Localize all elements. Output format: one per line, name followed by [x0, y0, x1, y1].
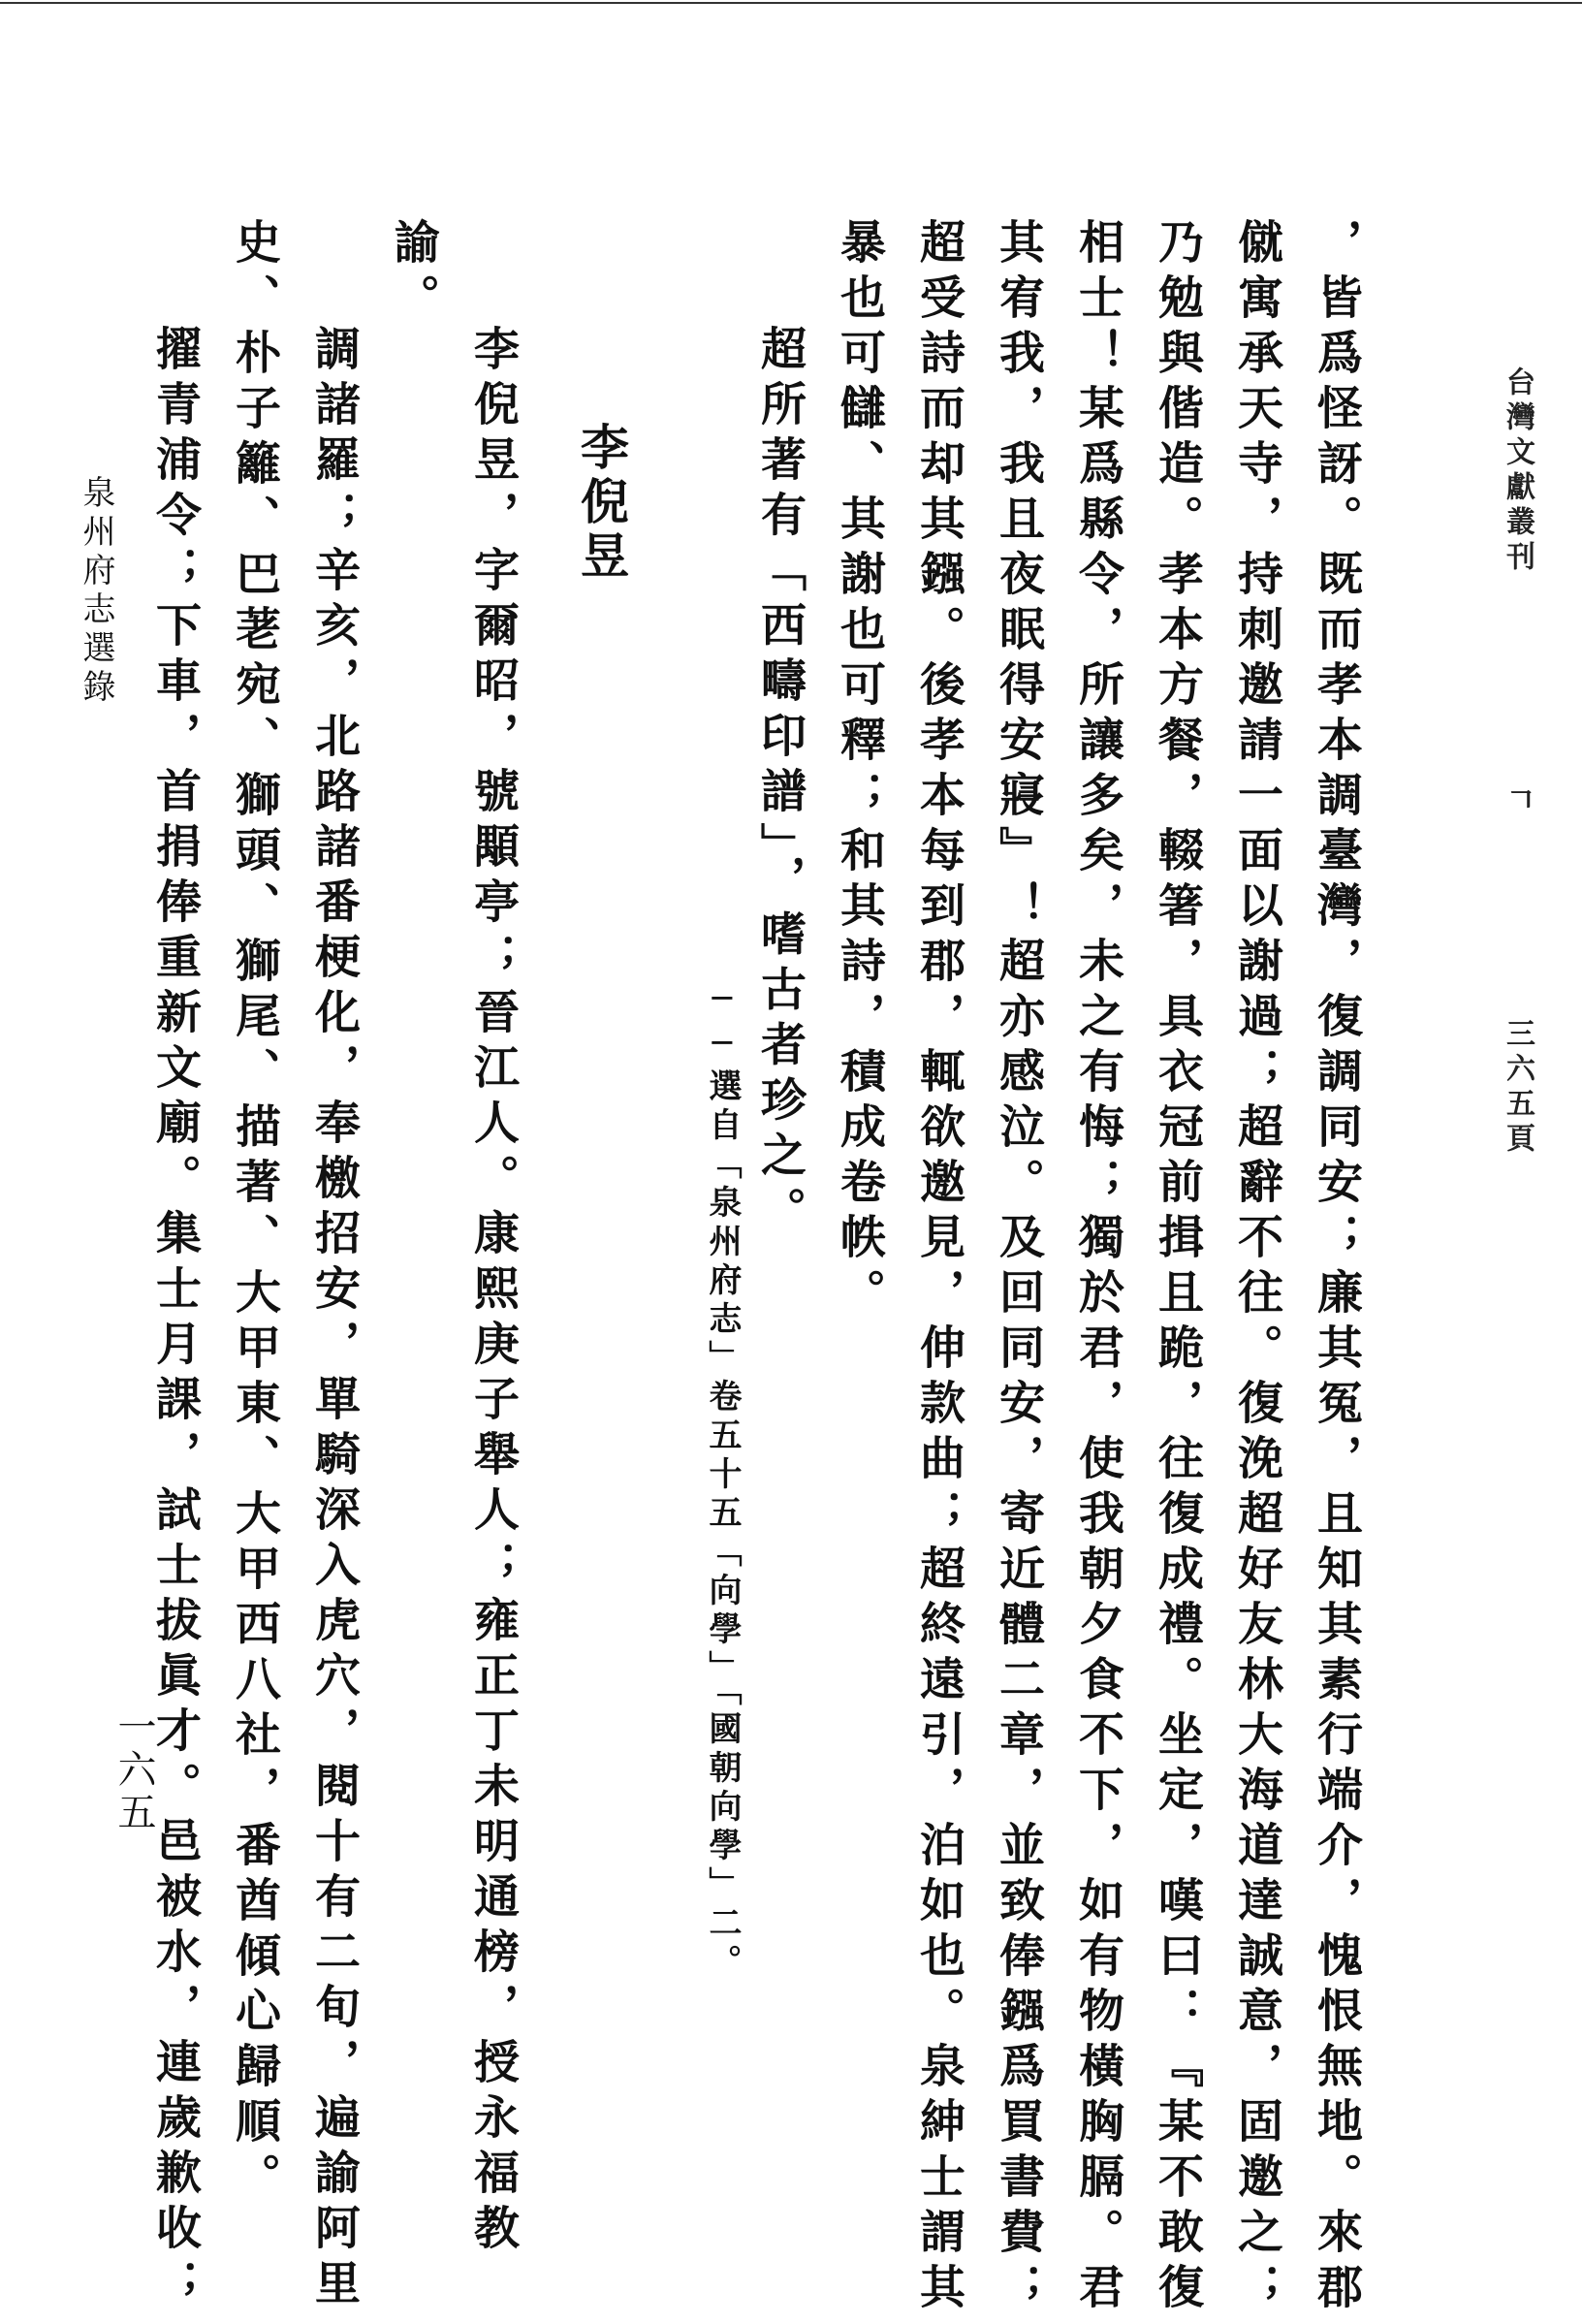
- top-border-line: [0, 2, 1582, 4]
- text-column-2: 僦寓承天寺，持刺邀請一面以謝過；超辭不往。復浼超好友林大海道達誠意，固邀之；: [1230, 218, 1283, 2318]
- continuation-paragraph: 超所著有「西疇印譜」，嗜古者珍之。: [753, 325, 807, 1242]
- header-series-handwritten: 台灣文獻叢刊: [1501, 366, 1535, 576]
- footer-source-title: 泉州府志選錄: [77, 475, 115, 708]
- text-column-7: 暴也可讎、其謝也可釋；和其詩，積成卷帙。: [833, 218, 886, 1323]
- bio-column-2: 諭。: [387, 218, 440, 329]
- bio-column-1: 李倪昱，字爾昭，號顒亭；晉江人。康熙庚子舉人；雍正丁未明通榜，授永福教: [466, 325, 520, 2259]
- source-citation: ──選自「泉州府志」卷五十五「向學」「國朝向學」二。: [703, 979, 742, 1983]
- text-column-4: 相士！某爲縣令，所讓多矣，未之有悔；獨於君，使我朝夕食不下，如有物橫胸膈。君: [1071, 218, 1124, 2318]
- header-mark-handwritten: 𠃍: [1501, 785, 1535, 820]
- page-number: 一六五: [111, 1706, 156, 1834]
- bio-column-3: 調諸羅；辛亥，北路諸番梗化，奉檄招安，單騎深入虎穴，閱十有二旬，遍諭阿里: [307, 325, 361, 2314]
- header-page-mark-handwritten: 三六五頁: [1501, 1018, 1535, 1158]
- text-column-6: 超受詩而却其鏹。後孝本每到郡，輒欲邀見，伸款曲；超終遠引，泊如也。泉紳士謂其: [912, 218, 965, 2318]
- bio-column-4: 史、朴子籬、巴荖宛、獅頭、獅尾、描著、大甲東、大甲西八社，番酋傾心歸順。: [228, 218, 281, 2208]
- biography-heading: 李倪昱: [573, 422, 630, 585]
- text-column-3: 乃勉與偕造。孝本方餐，輟箸，具衣冠前揖且跪，往復成禮。坐定，嘆曰：『某不敢復: [1151, 218, 1204, 2318]
- text-column-1: ，皆爲怪訝。既而孝本調臺灣，復調同安；廉其冤，且知其素行端介，愧恨無地。來郡: [1310, 218, 1363, 2318]
- bio-column-5: 擢青浦令；下車，首捐俸重新文廟。集士月課，試士拔眞才。邑被水，連歲歉收；: [148, 325, 202, 2314]
- text-column-5: 其宥我，我且夜眠得安寢』！超亦感泣。及回同安，寄近體二章，並致俸鏹爲買書費；: [992, 218, 1045, 2318]
